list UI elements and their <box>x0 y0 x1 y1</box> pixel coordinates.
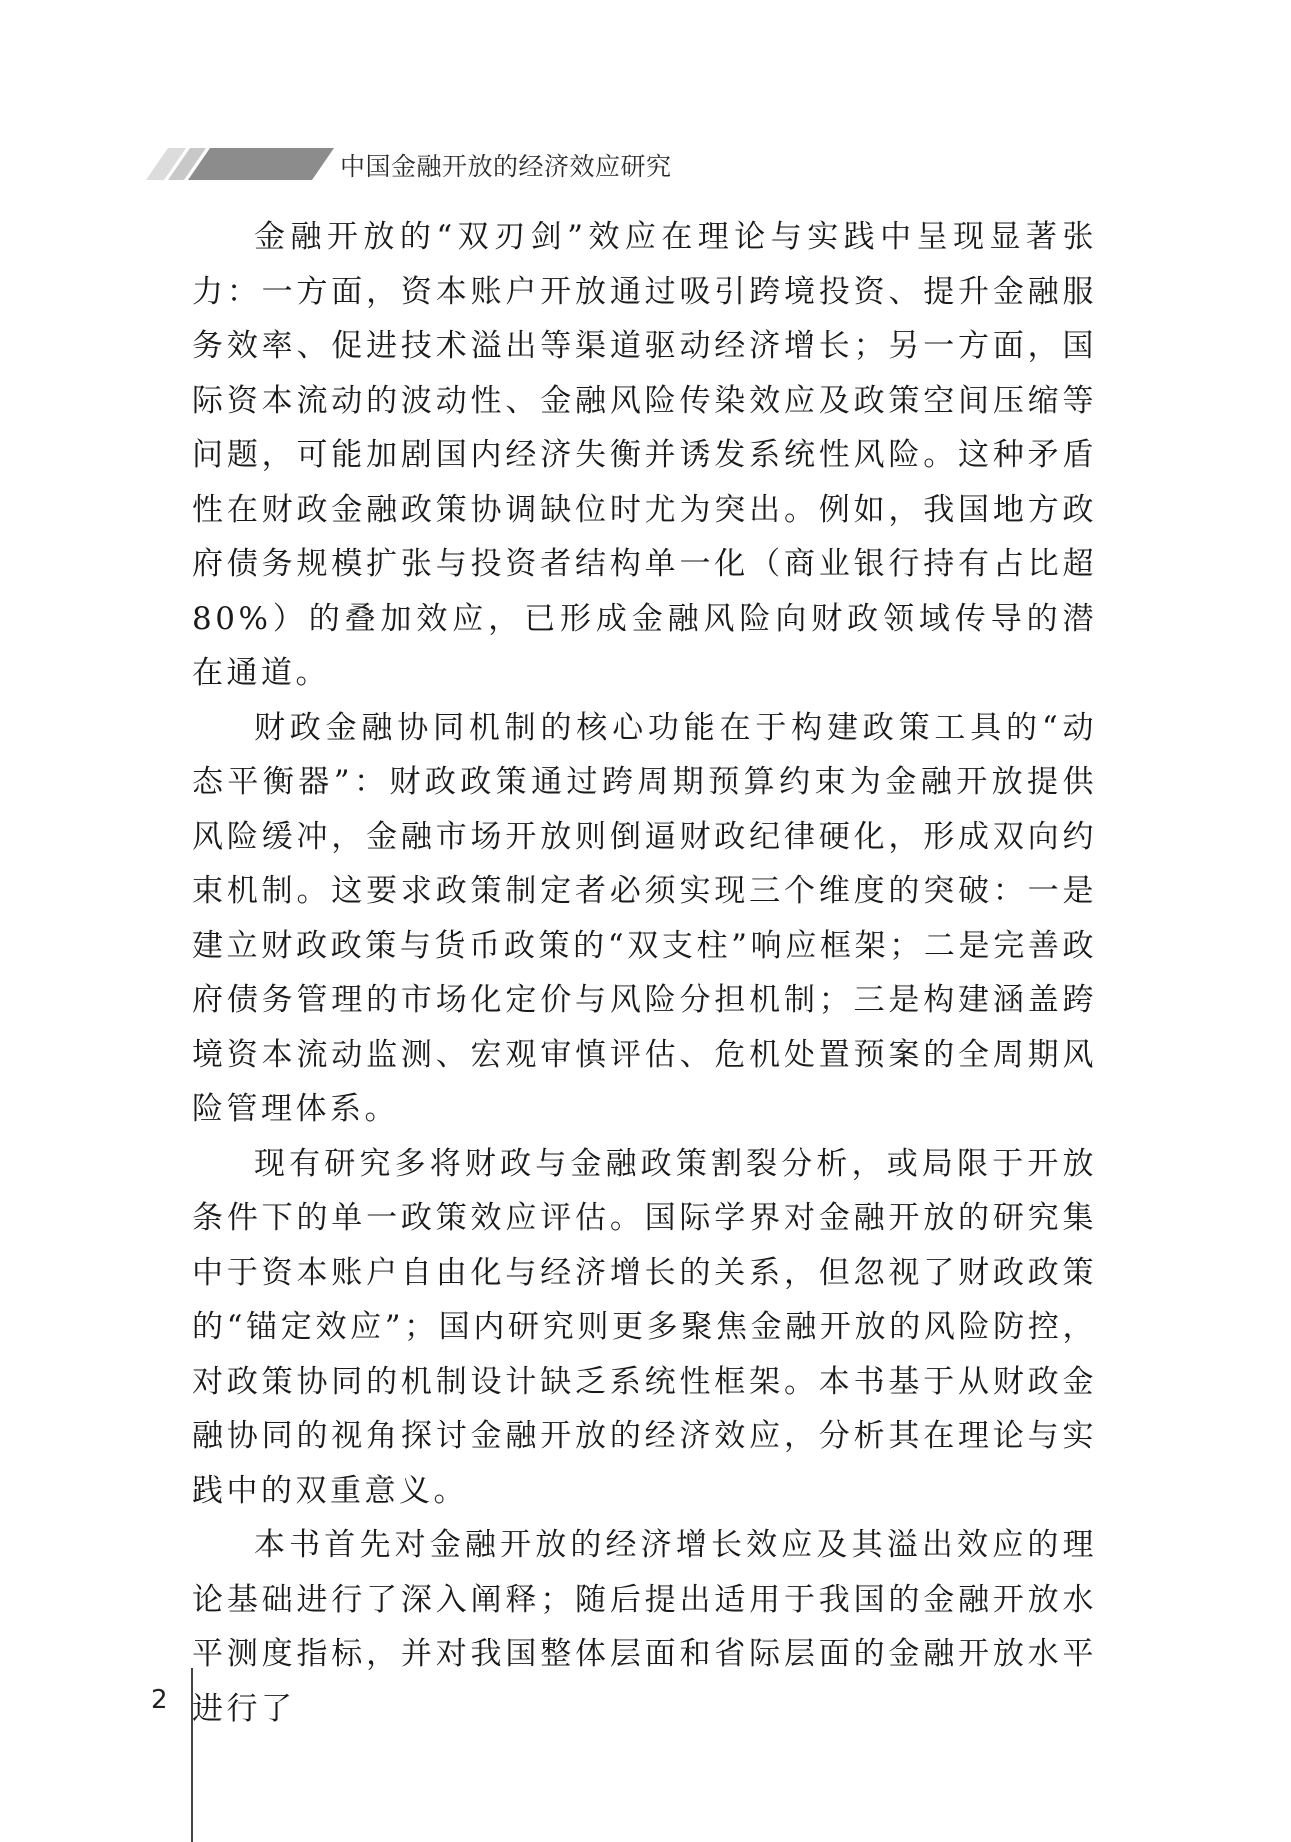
paragraph-1: 金融开放的“双刃剑”效应在理论与实践中呈现显著张力：一方面，资本账户开放通过吸引跨境投资、提升金融服务效率、促进技术溢出等渠道驱动经济增长；另一方面，国际资本流动的波动性、金融风险传染效应及政策空间压缩等问题，可能加剧国内经济失衡并诱发系统性风险。这种矛盾性在财政金融政策协调缺位时尤为突出。例如，我国地方政府债务规模扩张与投资者结构单一化（商业银行持有占比超 80%）的叠加效应，已形成金融风险向财政领域传导的潜在通道。 <box>192 219 1097 691</box>
running-title: 中国金融开放的经济效应研究 <box>340 152 672 181</box>
page-number: 2 <box>151 1685 168 1715</box>
body-text <box>192 210 1097 1736</box>
running-header <box>0 0 1291 190</box>
paragraph-4: 本书首先对金融开放的经济增长效应及其溢出效应的理论基础进行了深入阐释；随后提出适用于我国的金融开放水平测度指标，并对我国整体层面和省际层面的金融开放水平进行了 <box>192 1527 1097 1727</box>
paragraph-2: 财政金融协同机制的核心功能在于构建政策工具的“动态平衡器”：财政政策通过跨周期预算约束为金融开放提供风险缓冲，金融市场开放则倒逼财政纪律硬化，形成双向约束机制。这要求政策制定者必须实现三个维度的突破：一是建立财政政策与货币政策的“双支柱”响应框架；二是完善政府债务管理的市场化定价与风险分担机制；三是构建涵盖跨境资本流动监测、宏观审慎评估、危机处置预案的全周期风险管理体系。 <box>192 709 1097 1127</box>
paragraph-3: 现有研究多将财政与金融政策割裂分析，或局限于开放条件下的单一政策效应评估。国际学界对金融开放的研究集中于资本账户自由化与经济增长的关系，但忽视了财政政策的“锚定效应”；国内研究则更多聚焦金融开放的风险防控，对政策协同的机制设计缺乏系统性框架。本书基于从财政金融协同的视角探讨金融开放的经济效应，分析其在理论与实践中的双重意义。 <box>192 1145 1097 1509</box>
footer-vertical-rule <box>191 1668 193 1842</box>
header-band <box>188 148 334 180</box>
